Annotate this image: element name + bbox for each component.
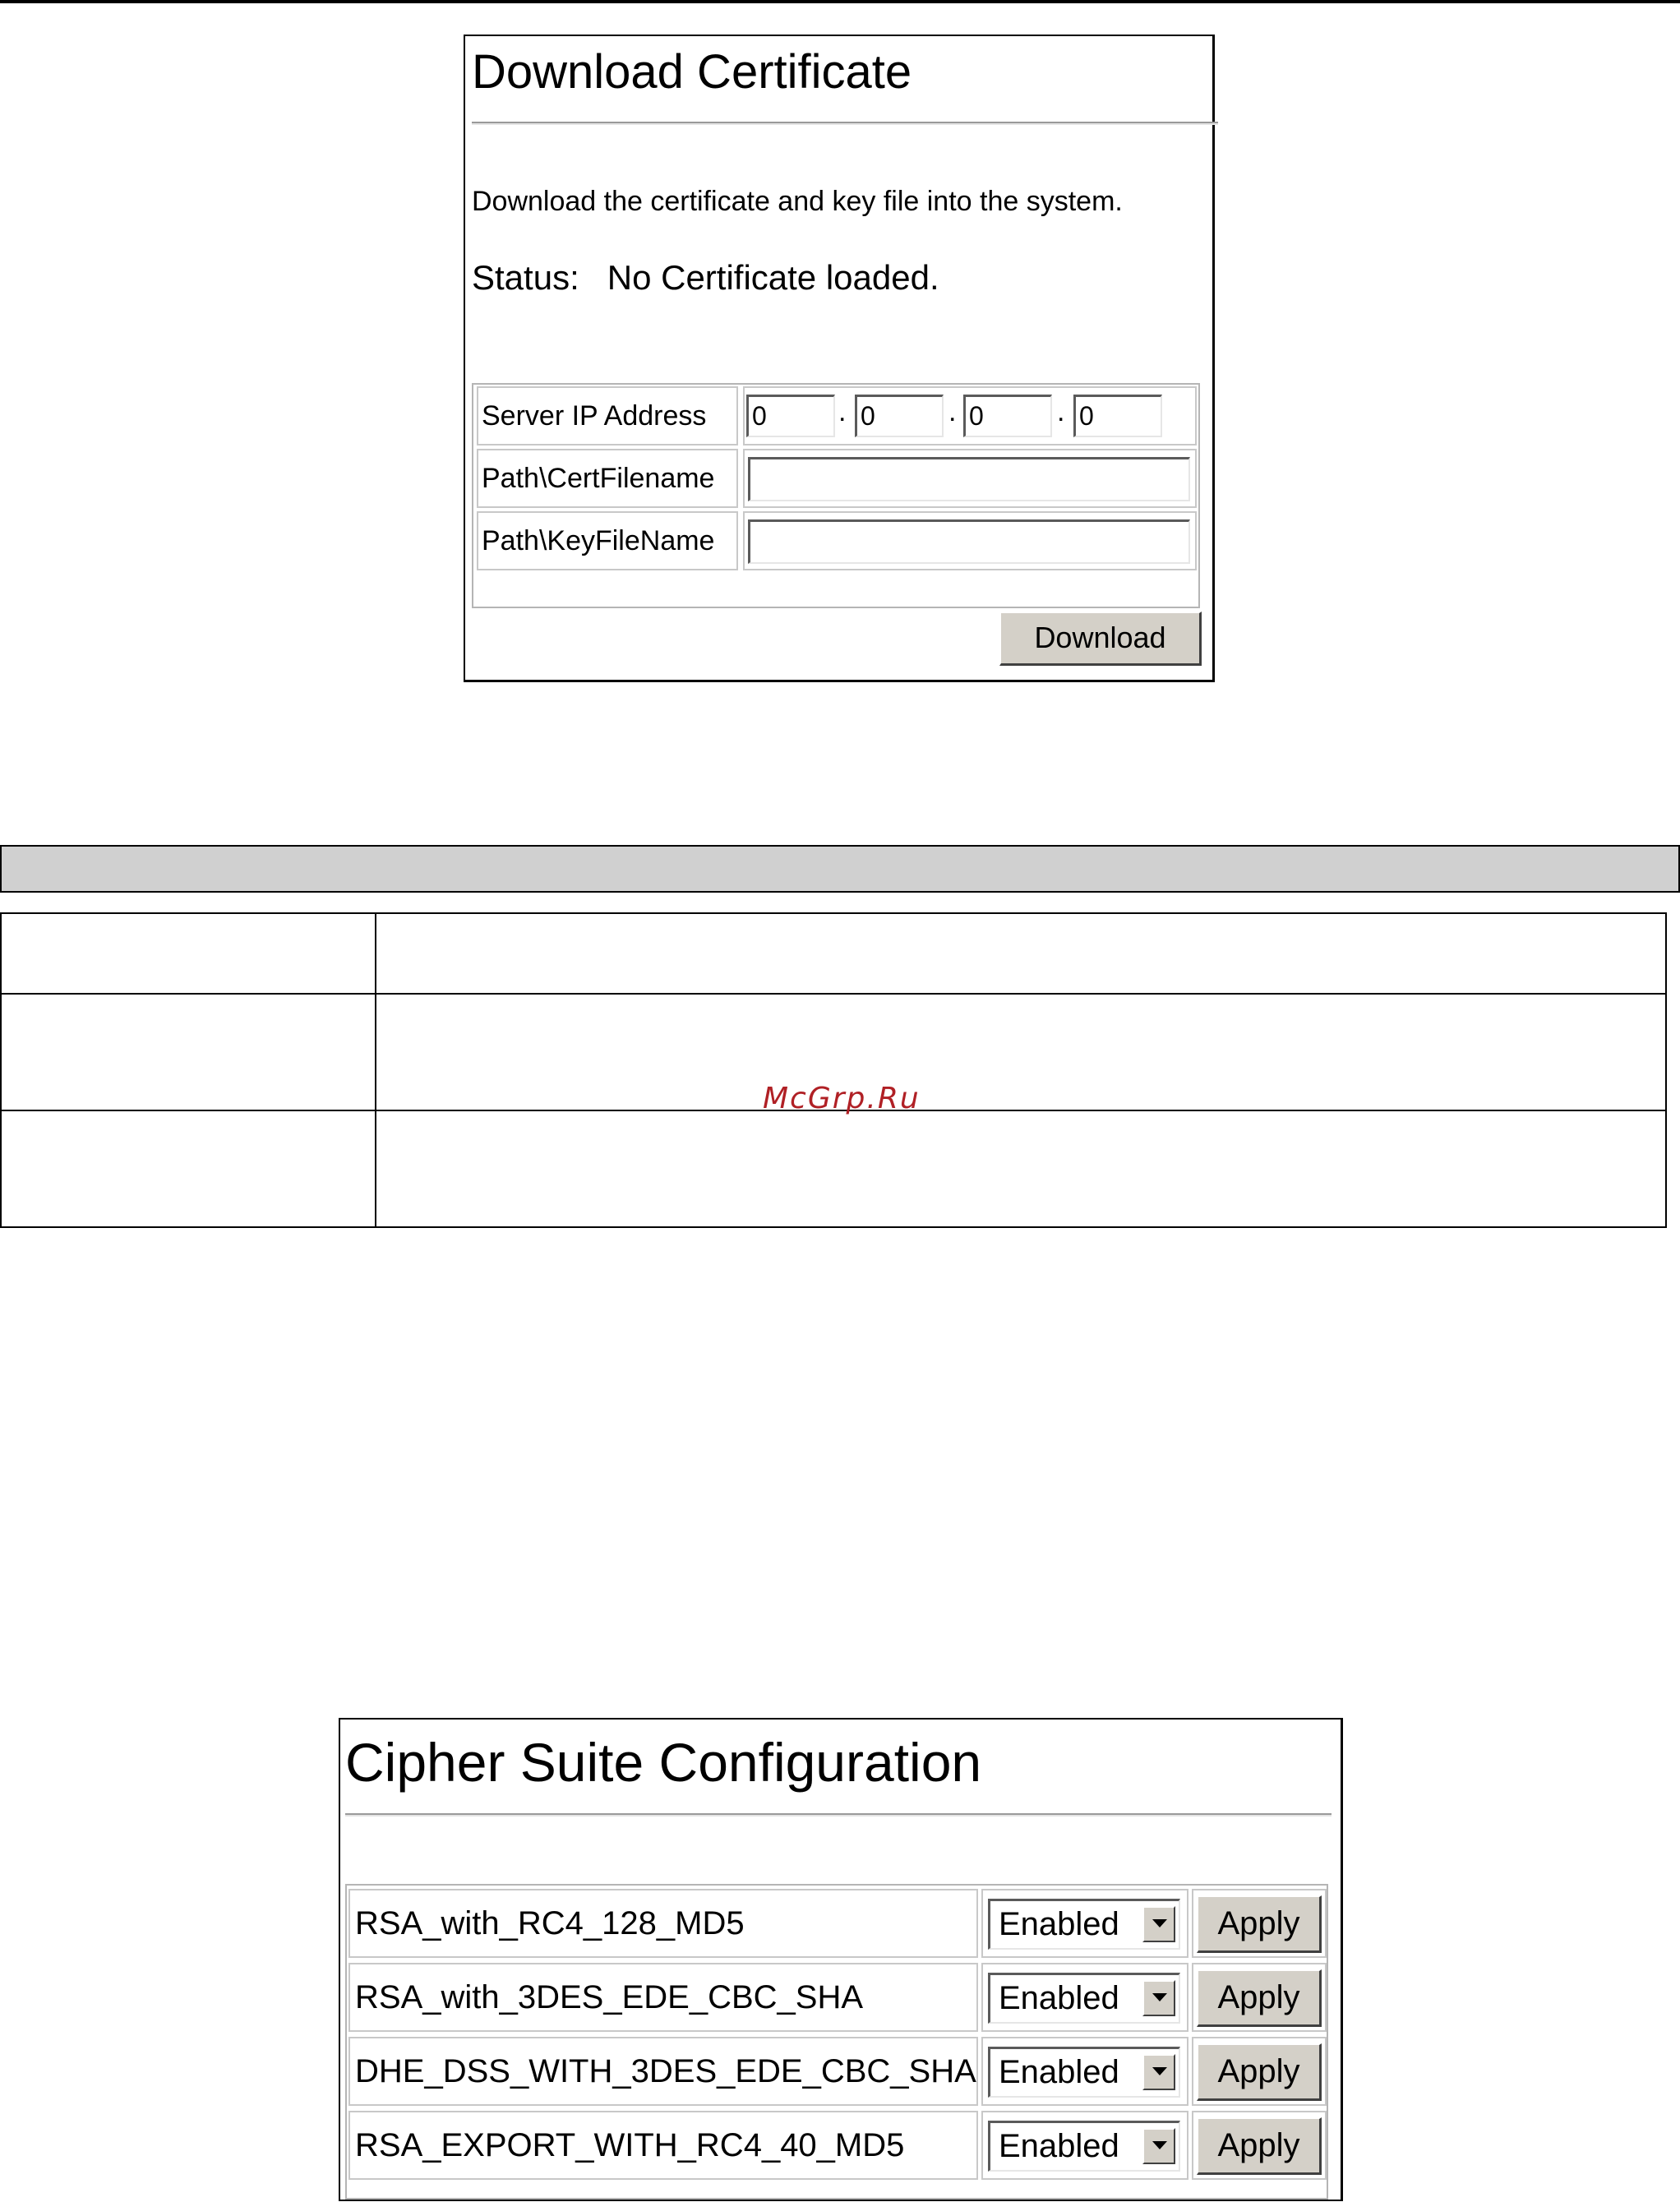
- apply-button[interactable]: Apply: [1197, 2043, 1322, 2101]
- cipher-name: RSA_with_3DES_EDE_CBC_SHA: [348, 1963, 978, 2032]
- ip-octet-1-input[interactable]: 0: [746, 395, 835, 437]
- page-title: Download Certificate: [472, 45, 912, 99]
- ip-separator: .: [838, 396, 847, 427]
- chevron-down-icon[interactable]: [1142, 2054, 1175, 2090]
- key-filename-row: [477, 511, 1197, 570]
- download-form: [472, 383, 1200, 608]
- cert-filename-label: Path\CertFilename: [477, 449, 738, 508]
- apply-button[interactable]: Apply: [1197, 2117, 1322, 2175]
- cipher-suite-title: Cipher Suite Configuration: [345, 1732, 982, 1793]
- cipher-state-cell: [981, 1889, 1188, 1958]
- table-cell-parameter: [2, 914, 376, 993]
- description-text: Download the certificate and key file into the system.: [472, 186, 1123, 217]
- cipher-state-value: Enabled: [999, 1906, 1119, 1942]
- table-row: [348, 1961, 1327, 2032]
- cipher-state-cell: [981, 2037, 1188, 2106]
- ip-octet-2-input[interactable]: 0: [855, 395, 944, 437]
- title-divider: [472, 122, 1218, 125]
- cipher-state-select[interactable]: [988, 2121, 1180, 2172]
- key-filename-field: [743, 511, 1197, 570]
- server-ip-field: [743, 386, 1197, 445]
- ip-octet-4-input[interactable]: 0: [1073, 395, 1162, 437]
- ip-separator: .: [948, 396, 957, 427]
- table-row: [348, 2109, 1327, 2180]
- cipher-state-value: Enabled: [999, 2054, 1119, 2090]
- status-value: No Certificate loaded.: [607, 258, 939, 297]
- server-ip-label: Server IP Address: [477, 386, 738, 445]
- table-cell-description: [376, 914, 1665, 993]
- cipher-state-cell: [981, 2111, 1188, 2180]
- table-cell-description: [376, 1111, 1665, 1228]
- download-certificate-panel: [464, 35, 1215, 682]
- status-label: Status:: [472, 258, 579, 297]
- cipher-state-value: Enabled: [999, 2128, 1119, 2164]
- server-ip-row: [477, 386, 1197, 445]
- cipher-state-value: Enabled: [999, 1980, 1119, 2016]
- ip-octet-3-input[interactable]: 0: [963, 395, 1052, 437]
- cipher-suite-panel: [339, 1718, 1343, 2201]
- ip-separator: .: [1057, 396, 1065, 427]
- table-cell-description: [376, 995, 1665, 1110]
- table-row: [2, 914, 1665, 993]
- status-line: [472, 258, 939, 298]
- chevron-down-icon[interactable]: [1142, 1906, 1175, 1942]
- cipher-name: DHE_DSS_WITH_3DES_EDE_CBC_SHA: [348, 2037, 978, 2106]
- cert-filename-input[interactable]: [748, 457, 1190, 501]
- cipher-state-select[interactable]: [988, 2047, 1180, 2098]
- cipher-state-select[interactable]: [988, 1973, 1180, 2024]
- chevron-down-icon[interactable]: [1142, 2128, 1175, 2164]
- key-filename-label: Path\KeyFileName: [477, 511, 738, 570]
- download-button[interactable]: Download: [999, 612, 1202, 666]
- watermark: McGrp.Ru: [763, 1082, 921, 1115]
- cert-filename-field: [743, 449, 1197, 508]
- table-row: [348, 1887, 1327, 1958]
- title-divider: [345, 1813, 1332, 1817]
- cipher-state-select[interactable]: [988, 1899, 1180, 1950]
- cipher-name: RSA_EXPORT_WITH_RC4_40_MD5: [348, 2111, 978, 2180]
- cipher-state-cell: [981, 1963, 1188, 2032]
- table-cell-parameter: [2, 1111, 376, 1228]
- table-row: [2, 1110, 1665, 1228]
- apply-button[interactable]: Apply: [1197, 1895, 1322, 1953]
- cipher-name: RSA_with_RC4_128_MD5: [348, 1889, 978, 1958]
- cipher-suite-table: [345, 1884, 1328, 2200]
- table-cell-parameter: [2, 995, 376, 1110]
- table-row: [348, 2035, 1327, 2106]
- apply-button[interactable]: Apply: [1197, 1969, 1322, 2027]
- table-header-bar: [0, 845, 1680, 893]
- apply-cell: [1192, 1963, 1327, 2032]
- key-filename-input[interactable]: [748, 519, 1190, 564]
- top-rule: [0, 0, 1680, 3]
- apply-cell: [1192, 2111, 1327, 2180]
- apply-cell: [1192, 1889, 1327, 1958]
- cert-filename-row: [477, 449, 1197, 508]
- parameter-table: [0, 912, 1667, 1228]
- chevron-down-icon[interactable]: [1142, 1980, 1175, 2016]
- apply-cell: [1192, 2037, 1327, 2106]
